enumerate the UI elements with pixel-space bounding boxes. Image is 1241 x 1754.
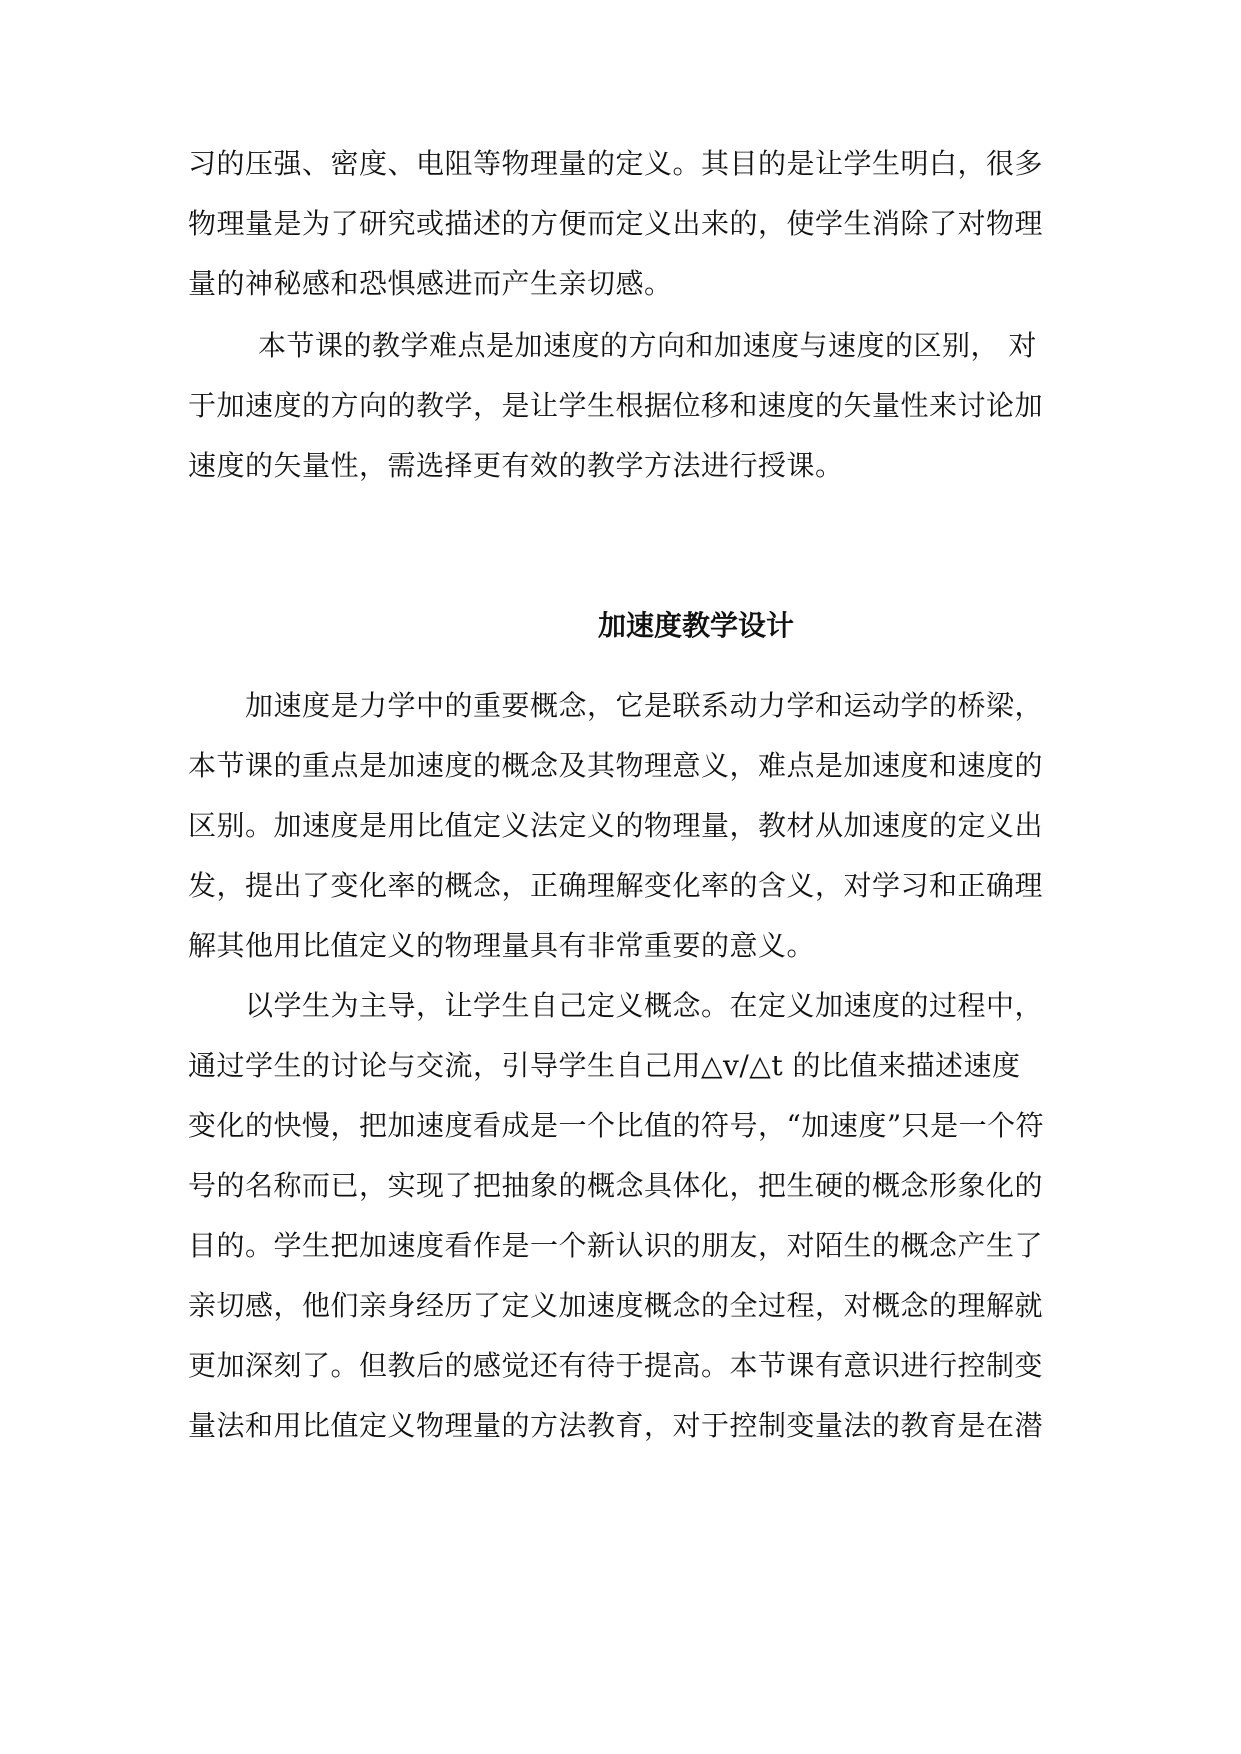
paragraph-line: 本节课的重点是加速度的概念及其物理意义，难点是加速度和速度的 bbox=[188, 749, 1044, 782]
paragraph-line: 量法和用比值定义物理量的方法教育，对于控制变量法的教育是在潜 bbox=[188, 1409, 1044, 1442]
paragraph-line: 速度的矢量性，需选择更有效的教学方法进行授课。 bbox=[188, 449, 844, 482]
paragraph-line: 变化的快慢，把加速度看成是一个比值的符号，“加速度”只是一个符 bbox=[188, 1109, 1045, 1142]
paragraph-line: 量的神秘感和恐惧感进而产生亲切感。 bbox=[188, 267, 673, 300]
paragraph-line: 更加深刻了。但教后的感觉还有待于提高。本节课有意识进行控制变 bbox=[188, 1349, 1044, 1382]
paragraph-line: 以学生为主导，让学生自己定义概念。在定义加速度的过程中， bbox=[245, 989, 1044, 1022]
paragraph-line: 亲切感，他们亲身经历了定义加速度概念的全过程，对概念的理解就 bbox=[188, 1289, 1044, 1322]
paragraph-line: 于加速度的方向的教学，是让学生根据位移和速度的矢量性来讨论加 bbox=[188, 389, 1044, 422]
paragraph-line: 号的名称而已，实现了把抽象的概念具体化，把生硬的概念形象化的 bbox=[188, 1169, 1044, 1202]
paragraph-line: 物理量是为了研究或描述的方便而定义出来的，使学生消除了对物理 bbox=[188, 207, 1044, 240]
paragraph-line: 目的。学生把加速度看作是一个新认识的朋友，对陌生的概念产生了 bbox=[188, 1229, 1044, 1262]
document-title: 加速度教学设计 bbox=[598, 609, 795, 642]
paragraph-line: 本节课的教学难点是加速度的方向和加速度与速度的区别， 对 bbox=[258, 329, 1037, 362]
paragraph-line: 解其他用比值定义的物理量具有非常重要的意义。 bbox=[188, 929, 816, 962]
paragraph-line: 加速度是力学中的重要概念，它是联系动力学和运动学的桥梁， bbox=[245, 689, 1044, 722]
paragraph-line: 区别。加速度是用比值定义法定义的物理量，教材从加速度的定义出 bbox=[188, 809, 1044, 842]
paragraph-line: 习的压强、密度、电阻等物理量的定义。其目的是让学生明白，很多 bbox=[188, 147, 1044, 180]
paragraph-line: 通过学生的讨论与交流，引导学生自己用△v/△t 的比值来描述速度 bbox=[188, 1049, 1021, 1082]
paragraph-line: 发，提出了变化率的概念，正确理解变化率的含义，对学习和正确理 bbox=[188, 869, 1044, 902]
